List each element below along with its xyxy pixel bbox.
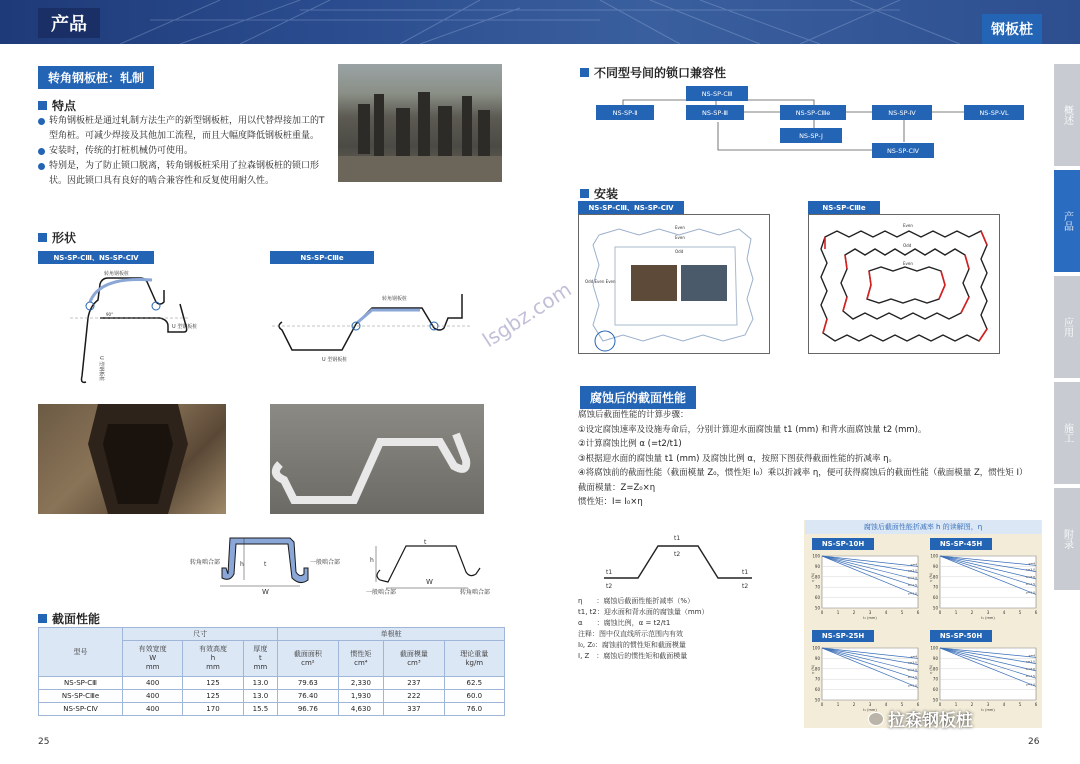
feature-item: 特别是，为了防止锁口脱离，转角钢板桩采用了拉森钢板桩的锁口形状。因此锁口具有良好的啮合兼容性和反复使用耐久性。 (38, 159, 334, 189)
node-c4: NS-SP-CⅣ (872, 143, 934, 158)
shape-heading (38, 229, 76, 246)
label-corner-pile: 转角钢板桩 (104, 271, 130, 277)
page-number-left: 25 (38, 737, 50, 747)
y-tick: 80 (932, 574, 938, 580)
tab-products[interactable]: 产品 (1054, 170, 1080, 272)
y-tick: 60 (814, 595, 820, 601)
dim-diagram-corner (190, 532, 341, 596)
label-t1-right: t1 (742, 569, 749, 576)
compat-connectors (594, 84, 1034, 160)
chart-ns-sp-50h (930, 630, 1040, 712)
label-odd: Odd (675, 249, 684, 254)
tab-overview[interactable]: 概述 (1054, 64, 1080, 166)
x-tick: 3 (986, 702, 990, 707)
corrosion-line: ④将腐蚀前的截面性能（截面模量 Z₀，惯性矩 I₀）乘以折减率 η，便可获得腐蚀后的截面性能（截面模量 Z，惯性矩 I） (578, 468, 1028, 478)
series-label: α=3.0 (907, 568, 917, 573)
th-col: 有效宽度 W mm (123, 641, 183, 677)
site-watermark: lsgbz.com (478, 277, 576, 353)
y-axis-label: η (%) (929, 572, 933, 582)
y-tick: 90 (814, 655, 820, 661)
y-tick: 60 (814, 687, 820, 693)
x-axis-label: t₁ (mm) (981, 708, 995, 712)
x-tick: 6 (916, 702, 920, 707)
photo-pile-shape (270, 404, 484, 514)
th-col: 截面模量 cm³ (384, 641, 444, 677)
x-tick: 5 (900, 702, 904, 707)
brand-text: 拉森钢板桩 (888, 711, 973, 731)
compat-heading (580, 64, 726, 81)
th-col: 厚度 t mm (243, 641, 278, 677)
install-tag-c3e: NS-SP-CⅢe (808, 201, 880, 214)
corrosion-pill: 腐蚀后的截面性能 (580, 386, 696, 409)
y-tick: 70 (814, 676, 820, 682)
node-ii: NS-SP-Ⅱ (596, 105, 654, 120)
header-crane-pattern (0, 0, 1080, 44)
feature-item: 安装时，传统的打桩机械仍可使用。 (38, 144, 334, 159)
feature-item: 转角钢板桩是通过轧制方法生产的新型钢板桩，用以代替焊接加工的T 型角桩。可减少焊接及其他加工流程，而且大幅度降低钢板桩重量。 (38, 114, 334, 144)
th-col: 截面面积 cm² (278, 641, 338, 677)
table-row: NS-SP-CⅢe 400 125 13.0 76.40 1,930 222 60.0 (39, 690, 505, 703)
shape-title: 形状 (52, 231, 77, 245)
corrosion-line: ①设定腐蚀速率及设施寿命后，分别计算迎水面腐蚀量 t1 (mm) 和背水面腐蚀量 t2 (mm)。 (578, 424, 927, 435)
y-tick: 90 (932, 563, 938, 569)
y-tick: 70 (814, 584, 820, 590)
x-tick: 6 (1034, 702, 1038, 707)
label-even-4: Even (903, 261, 913, 266)
y-tick: 80 (814, 574, 820, 580)
y-axis-label: η (%) (811, 664, 815, 674)
x-axis-label: t₁ (mm) (981, 616, 995, 620)
series-label: α=4 (1028, 653, 1035, 658)
photo-corner-piles-site (338, 64, 502, 182)
label-t: t (264, 561, 267, 568)
label-corner-joint-2: 转角啮合部 (460, 589, 491, 596)
series-label: α=1.5 (907, 675, 917, 680)
th-group-single: 单根桩 (278, 628, 505, 641)
x-tick: 5 (1018, 702, 1022, 707)
compat-title: 不同型号间的锁口兼容性 (594, 66, 727, 80)
corrosion-steps (578, 408, 1040, 510)
y-tick: 90 (932, 655, 938, 661)
diagram-corner-pile-c3 (60, 266, 220, 390)
x-tick: 4 (1002, 610, 1006, 615)
node-iii: NS-SP-Ⅲ (686, 105, 744, 120)
chart-ns-sp-25h (812, 630, 922, 712)
diagram-corner-pile-c3e (272, 288, 472, 368)
label-w: W (262, 588, 269, 596)
note-line: I₀, Z₀：腐蚀前的惯性矩和截面模量 (578, 641, 686, 649)
chart-plot (930, 550, 1046, 626)
label-corner-pile-2: 转角钢板桩 (382, 296, 408, 302)
x-tick: 2 (852, 702, 856, 707)
install-diagram-c3e (808, 214, 1000, 354)
series-label: α=3.0 (1025, 567, 1035, 572)
label-corner-joint: 转角啮合部 (190, 559, 221, 566)
x-tick: 2 (970, 610, 974, 615)
series-label: α=4 (910, 654, 917, 659)
x-tick: 2 (852, 610, 856, 615)
x-tick: 1 (954, 610, 958, 615)
features-list (38, 114, 334, 189)
header-product-title: 钢板桩 (982, 14, 1042, 44)
x-tick: 1 (836, 702, 840, 707)
corrosion-line: 惯性矩：I= I₀×η (578, 497, 643, 507)
x-tick: 3 (986, 610, 990, 615)
node-vl: NS-SP-VL (964, 105, 1024, 120)
y-tick: 50 (814, 605, 820, 611)
label-t2-top: t2 (674, 551, 681, 558)
series-label: α=2.0 (907, 575, 917, 580)
series-label: α=2.0 (1025, 666, 1035, 671)
series-label: α=1.5 (1025, 674, 1035, 679)
tab-applications[interactable]: 应用 (1054, 276, 1080, 378)
y-tick: 100 (812, 645, 820, 651)
series-label: α=4 (1028, 561, 1035, 566)
series-label: α=1.0 (907, 591, 917, 596)
x-tick: 0 (938, 702, 942, 707)
chart-ns-sp-10h (812, 538, 922, 620)
side-tabs (1054, 64, 1080, 724)
chart-title: NS-SP-10H (812, 538, 874, 550)
x-axis-label: t₁ (mm) (863, 708, 877, 712)
x-tick: 6 (916, 610, 920, 615)
label-even-2: Even (675, 235, 685, 240)
y-tick: 50 (814, 697, 820, 703)
label-u-pile-vertical: U 型钢板桩 (98, 356, 104, 382)
note-line: η ：腐蚀后截面性能折减率（%） (578, 597, 695, 605)
table-row: NS-SP-CⅣ 400 170 15.5 96.76 4,630 337 76.0 (39, 703, 505, 716)
corrosion-notes (578, 596, 798, 662)
th-col: 惯性矩 cm⁴ (338, 641, 384, 677)
label-t1-top: t1 (674, 535, 681, 542)
node-iv: NS-SP-Ⅳ (872, 105, 932, 120)
label-odd-2: Odd (903, 243, 912, 248)
y-axis-label: η (%) (811, 572, 815, 582)
node-j: NS-SP-J (780, 128, 842, 143)
corrosion-line: ②计算腐蚀比例 α (=t2/t1) (578, 439, 682, 449)
series-label: α=3.0 (907, 660, 917, 665)
label-odd-even: Odd Even Even (585, 279, 616, 284)
label-u-pile: U 型钢板桩 (172, 324, 198, 330)
y-tick: 100 (930, 645, 938, 651)
install-heading (580, 185, 618, 202)
th-col: 有效高度 h mm (183, 641, 243, 677)
photo-shadow-box (38, 404, 226, 514)
brand-watermark (868, 706, 973, 731)
x-tick: 5 (1018, 610, 1022, 615)
wechat-icon (868, 712, 884, 726)
label-t2: t (424, 539, 427, 546)
photo-pile-silhouettes (338, 64, 502, 182)
node-c3: NS-SP-CⅢ (686, 86, 748, 101)
install-diagram-c3-c4 (578, 214, 770, 354)
page-header (0, 0, 1080, 44)
label-t2-left: t2 (606, 583, 613, 590)
install-tag-c3-c4: NS-SP-CⅢ、NS-SP-CⅣ (578, 201, 684, 214)
y-tick: 70 (932, 584, 938, 590)
shape-tag-c3e: NS-SP-CⅢe (270, 251, 374, 264)
series-label: α=1.0 (907, 683, 917, 688)
corrosion-line: ③根据迎水面的腐蚀量 t1 (mm) 及腐蚀比例 α，按照下图获得截面性能的折减率 η。 (578, 453, 898, 464)
series-label: α=4 (910, 562, 917, 567)
label-normal-joint-2: 一般啮合部 (366, 589, 397, 596)
plot-area (822, 648, 918, 700)
section-properties-table (38, 627, 505, 716)
label-u-pile-2: U 型钢板桩 (322, 357, 348, 363)
label-normal-joint: 一般啮合部 (310, 559, 341, 566)
label-angle: 90° (106, 312, 114, 317)
th-col: 理论重量 kg/m (444, 641, 504, 677)
y-tick: 80 (814, 666, 820, 672)
shape-tag-c3-c4: NS-SP-CⅢ、NS-SP-CⅣ (38, 251, 154, 264)
section-pill-corner-pile: 转角钢板桩：轧制 (38, 66, 154, 89)
series-label: α=1.0 (1025, 590, 1035, 595)
corrosion-line: 腐蚀后截面性能的计算步骤： (578, 410, 689, 420)
y-tick: 60 (932, 687, 938, 693)
note-line: α ：腐蚀比例，α = t2/t1 (578, 619, 671, 627)
x-tick: 3 (868, 702, 872, 707)
install-title: 安装 (594, 187, 619, 201)
note-line: 注释：图中仅直线所示范围内有效 (578, 630, 683, 638)
series-label: α=3.0 (1025, 659, 1035, 664)
y-tick: 80 (932, 666, 938, 672)
x-tick: 5 (900, 610, 904, 615)
x-tick: 0 (938, 610, 942, 615)
table-row: NS-SP-CⅢ 400 125 13.0 79.63 2,330 237 62.5 (39, 677, 505, 690)
tab-construction[interactable]: 施工 (1054, 382, 1080, 484)
tab-appendix[interactable]: 附录 (1054, 488, 1080, 590)
y-tick: 50 (932, 605, 938, 611)
y-tick: 60 (932, 595, 938, 601)
label-w2: W (426, 578, 433, 586)
chart-title: NS-SP-45H (930, 538, 992, 550)
x-tick: 0 (820, 610, 824, 615)
label-h2: h (370, 557, 374, 564)
x-tick: 3 (868, 610, 872, 615)
corrosion-line: 截面模量：Z=Z₀×η (578, 482, 656, 493)
series-label: α=2.0 (907, 667, 917, 672)
section-perf-heading (38, 610, 100, 627)
x-tick: 4 (884, 702, 888, 707)
x-tick: 1 (954, 702, 958, 707)
chart-title: NS-SP-25H (812, 630, 874, 642)
series-label: α=2.0 (1025, 574, 1035, 579)
label-even-1: Even (675, 225, 685, 230)
y-tick: 50 (932, 697, 938, 703)
photo-corner-pile-sample (270, 404, 484, 514)
series-label: α=1.5 (907, 583, 917, 588)
plot-area (822, 556, 918, 608)
charts-banner: 腐蚀后截面性能折减率 h 的读解图，η (805, 520, 1041, 534)
th-group-dims: 尺寸 (123, 628, 278, 641)
th-model: 型号 (39, 628, 123, 677)
label-t1-left: t1 (606, 569, 613, 576)
section-perf-title: 截面性能 (52, 612, 101, 626)
dim-diagram-c3e (356, 532, 496, 596)
chart-plot (812, 550, 928, 626)
label-h: h (240, 561, 244, 568)
label-t2-right: t2 (742, 583, 749, 590)
features-title: 特点 (52, 99, 77, 113)
install-layout-2 (809, 215, 1001, 355)
x-tick: 4 (884, 610, 888, 615)
note-line: I, Z ：腐蚀后的惯性矩和截面模量 (578, 652, 688, 660)
corrosion-profile-diagram (598, 534, 758, 594)
chart-ns-sp-45h (930, 538, 1040, 620)
install-layout-1 (579, 215, 771, 355)
node-c3e: NS-SP-CⅢe (780, 105, 846, 120)
x-tick: 1 (836, 610, 840, 615)
y-tick: 100 (812, 553, 820, 559)
x-tick: 4 (1002, 702, 1006, 707)
x-axis-label: t₁ (mm) (863, 616, 877, 620)
chart-title: NS-SP-50H (930, 630, 992, 642)
page-number-right: 26 (1028, 737, 1040, 747)
note-line: t1, t2：迎水面和背水面的腐蚀量（mm） (578, 608, 709, 616)
x-tick: 6 (1034, 610, 1038, 615)
x-tick: 2 (970, 702, 974, 707)
y-tick: 100 (930, 553, 938, 559)
series-label: α=1.5 (1025, 582, 1035, 587)
features-heading (38, 97, 76, 114)
label-even-3: Even (903, 223, 913, 228)
series-label: α=1.0 (1025, 682, 1035, 687)
y-tick: 90 (814, 563, 820, 569)
y-tick: 70 (932, 676, 938, 682)
photo-installed-corner-pile (38, 404, 226, 514)
x-tick: 0 (820, 702, 824, 707)
header-section-title: 产品 (38, 8, 100, 38)
y-axis-label: η (%) (929, 664, 933, 674)
